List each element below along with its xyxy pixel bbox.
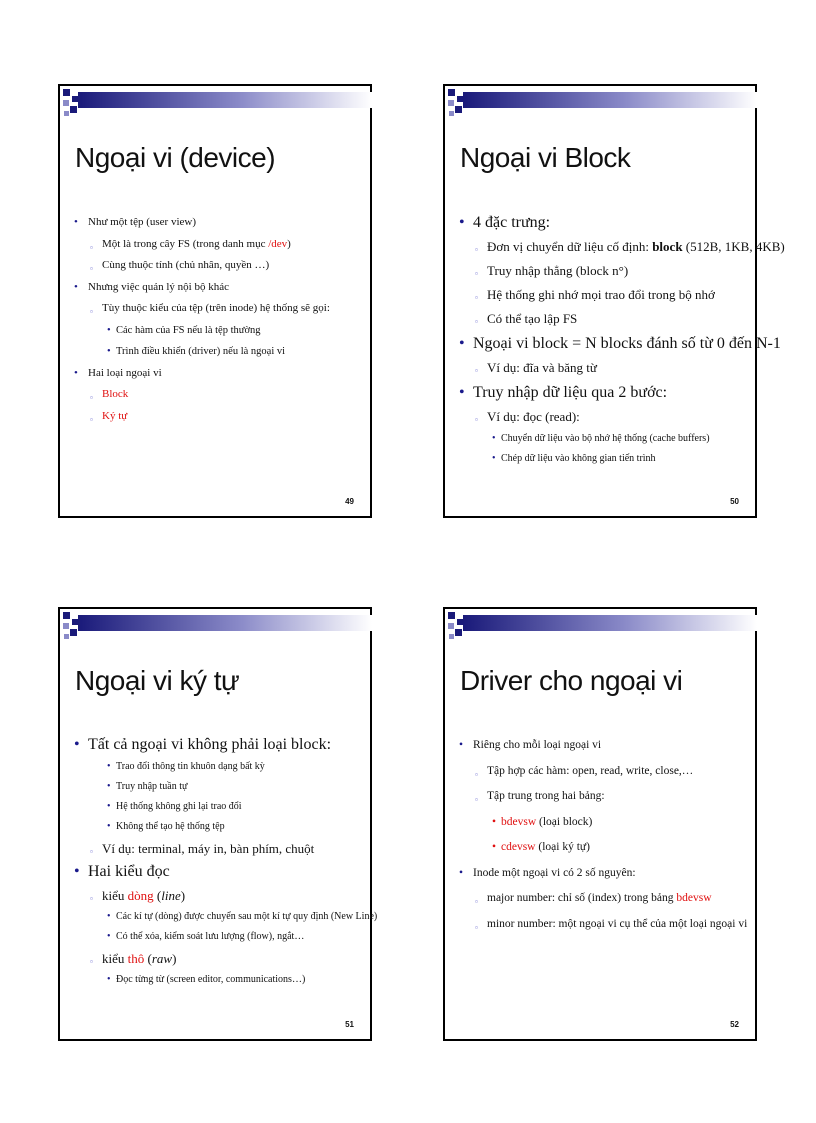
slide-body — [459, 210, 785, 469]
list-item: ▫ Tùy thuộc kiểu của tệp (trên inode) hệ thống sẽ gọi: — [74, 298, 362, 320]
list-item: ▫ Truy nhập thẳng (block n°) — [459, 259, 747, 283]
header-decoration — [445, 609, 759, 649]
list-item: • Như một tệp (user view) — [74, 212, 362, 234]
slide-body — [74, 733, 378, 990]
list-item: ▫ Tập trung trong hai bảng: — [459, 784, 747, 810]
list-item: ▫ Ký tự — [74, 406, 362, 428]
list-item: • Có thể xóa, kiểm soát lưu lượng (flow), ngắt… — [74, 927, 362, 947]
list-item: • Hai loại ngoại vi — [74, 363, 362, 385]
slide-52 — [443, 607, 757, 1041]
header-decoration — [445, 86, 759, 126]
page-number: 49 — [345, 497, 354, 506]
list-item: ▫ minor number: một ngoại vi cụ thể của một loại ngoại vi — [459, 912, 747, 938]
list-item: • Truy nhập tuần tự — [74, 777, 362, 797]
list-item: • Không thể tạo hệ thống tệp — [74, 817, 362, 837]
header-decoration — [60, 86, 374, 126]
slide-title: Ngoại vi ký tự — [75, 665, 240, 696]
page-number: 50 — [730, 497, 739, 506]
list-item: ▫ Hệ thống ghi nhớ mọi trao đổi trong bộ nhớ — [459, 283, 747, 307]
list-item: • Đọc từng từ (screen editor, communications…) — [74, 970, 362, 990]
slide-50 — [443, 84, 785, 518]
list-item: • Các kí tự (dòng) được chuyển sau một kí tự quy định (New Line) — [74, 907, 362, 927]
list-item: • Inode một ngoại vi có 2 số nguyên: — [459, 861, 747, 887]
list-item: ▫ kiểu dòng (line) — [74, 884, 362, 907]
list-item: • Nhưng việc quản lý nội bộ khác — [74, 277, 362, 299]
slide-49 — [58, 84, 372, 518]
list-item: ▫ Tập hợp các hàm: open, read, write, close,… — [459, 759, 747, 785]
list-item: • 4 đặc trưng: — [459, 210, 747, 235]
page-number: 51 — [345, 1020, 354, 1029]
list-item: • Truy nhập dữ liệu qua 2 bước: — [459, 380, 747, 405]
page-number: 52 — [730, 1020, 739, 1029]
slide-title: Driver cho ngoại vi — [460, 665, 683, 696]
list-item: • Ngoại vi block = N blocks đánh số từ 0 đến N-1 — [459, 331, 747, 356]
list-item: • Riêng cho mỗi loại ngoại vi — [459, 733, 747, 759]
list-item: • Trao đổi thông tin khuôn dạng bất kỳ — [74, 757, 362, 777]
slide-body — [459, 733, 747, 937]
header-decoration — [60, 609, 374, 649]
list-item: • bdevsw (loại block) — [459, 810, 747, 836]
list-item: ▫ Cùng thuộc tính (chủ nhân, quyền …) — [74, 255, 362, 277]
list-item: • Chuyển dữ liệu vào bộ nhớ hệ thống (cache buffers) — [459, 429, 747, 449]
list-item: ▫ Đơn vị chuyển dữ liệu cố định: block (512B, 1KB, 4KB) — [459, 235, 747, 259]
list-item: ▫ Block — [74, 384, 362, 406]
list-item: ▫ Ví dụ: terminal, máy in, bàn phím, chuột — [74, 837, 362, 860]
list-item: • Các hàm của FS nếu là tệp thường — [74, 320, 362, 342]
list-item: • Hệ thống không ghi lại trao đổi — [74, 797, 362, 817]
slide-51 — [58, 607, 378, 1041]
list-item: • Chép dữ liệu vào không gian tiến trình — [459, 449, 747, 469]
slide-title: Ngoại vi Block — [460, 142, 631, 173]
list-item: • Hai kiểu đọc — [74, 860, 362, 884]
slide-title: Ngoại vi (device) — [75, 142, 276, 173]
list-item: • Tất cả ngoại vi không phải loại block: — [74, 733, 362, 757]
list-item: • cdevsw (loại ký tự) — [459, 835, 747, 861]
list-item: ▫ kiểu thô (raw) — [74, 947, 362, 970]
list-item: ▫ Ví dụ: đĩa và băng từ — [459, 356, 747, 380]
list-item: • Trình điều khiển (driver) nếu là ngoại vi — [74, 341, 362, 363]
list-item: ▫ major number: chỉ số (index) trong bảng bdevsw — [459, 886, 747, 912]
list-item: ▫ Có thể tạo lập FS — [459, 307, 747, 331]
slide-body — [74, 212, 362, 427]
list-item: ▫ Một là trong cây FS (trong danh mục /dev) — [74, 234, 362, 256]
list-item: ▫ Ví dụ: đọc (read): — [459, 405, 747, 429]
